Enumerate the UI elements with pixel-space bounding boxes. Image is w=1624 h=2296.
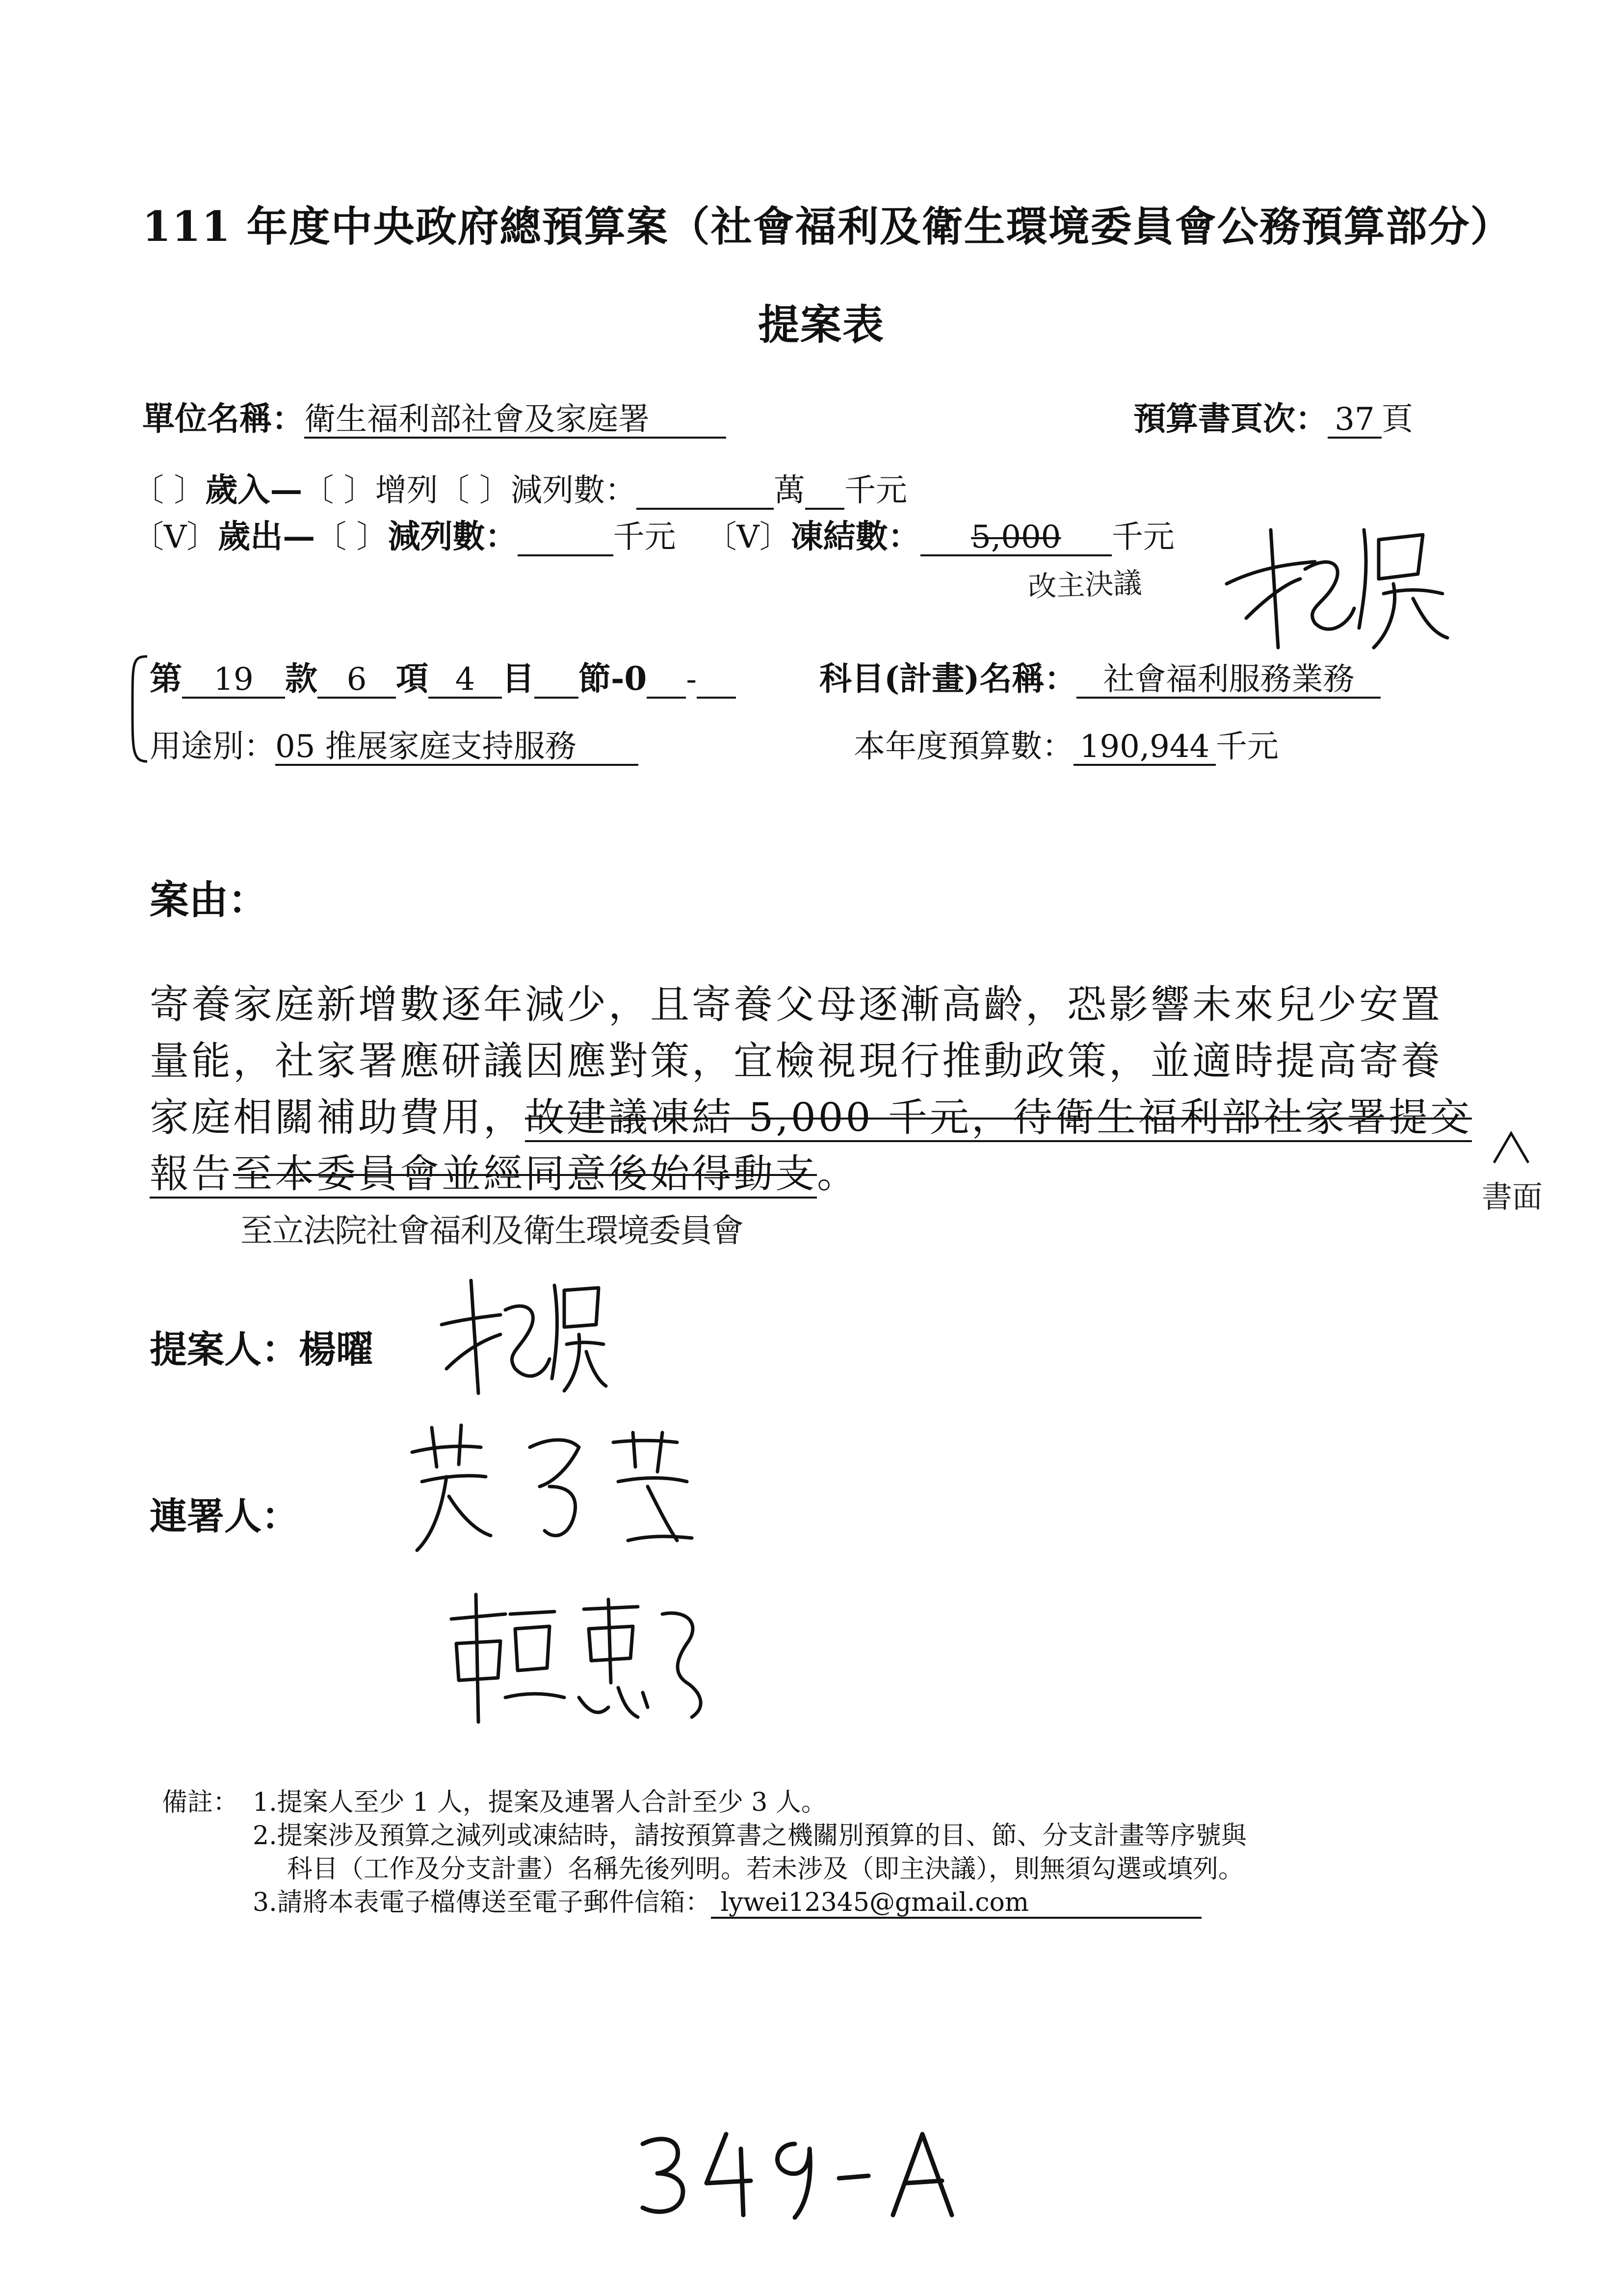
revenue-decrease-label: 減列數：: [511, 472, 637, 509]
signature-cosigner-2: [442, 1585, 716, 1732]
page-ref-row: [1133, 392, 1413, 439]
expense-freeze-value[interactable]: 5,000: [920, 520, 1112, 556]
use-value: 05 推展家庭支持服務: [275, 730, 638, 766]
budget-amount-row: [854, 721, 1279, 766]
budget-amount-label: 本年度預算數：: [854, 729, 1074, 765]
budget-item-prefix: 第: [150, 659, 182, 698]
budget-jie-field[interactable]: [534, 662, 578, 699]
budget-xiang-label: 項: [396, 659, 428, 698]
signature-yang-top: [1217, 510, 1452, 657]
subject-label: 科目(計畫)名稱：: [819, 659, 1077, 698]
reason-line-4-struck: 至本委員會並經同意後始得動支: [233, 1151, 817, 1199]
page-mark-text: [633, 2124, 648, 2130]
note-1: 1.提案人至少 1 人，提案及連署人合計至少 3 人。: [253, 1788, 827, 1817]
subject-value: 社會福利服務業務: [1076, 662, 1381, 699]
use-label: 用途別：: [150, 729, 275, 765]
expense-line: [132, 510, 1175, 557]
budget-kuan-value[interactable]: 19: [182, 662, 285, 699]
expense-decrease-checkbox[interactable]: 〔 〕: [315, 519, 388, 555]
budget-jie-label: 節-0: [578, 659, 647, 698]
budget-mu-label: 目: [502, 659, 534, 698]
expense-decrease-field[interactable]: [518, 520, 613, 556]
expense-decrease-unit: 千元: [613, 519, 676, 555]
budget-item-row: [150, 652, 736, 699]
signature-yang-proposer: [432, 1271, 608, 1398]
page-ref-label: 預算書頁次：: [1133, 399, 1328, 438]
reason-line-4: [150, 1146, 859, 1202]
budget-mu-value[interactable]: 4: [428, 662, 502, 699]
note-3-label: 3.請將本表電子檔傳送至電子郵件信箱：: [253, 1888, 711, 1917]
reason-line-4-report: 報告: [150, 1151, 233, 1199]
revenue-increase-label: 增列: [375, 472, 438, 509]
revenue-line: [132, 464, 907, 510]
budget-amount-unit: 千元: [1216, 729, 1279, 765]
revenue-label: 歲入—: [205, 470, 303, 509]
expense-label: 歲出—: [218, 517, 315, 555]
reason-line-4-end: 。: [817, 1151, 859, 1197]
page-mark-handwritten: [633, 2124, 976, 2222]
page-ref-value: 37: [1328, 402, 1382, 439]
notes-label: 備註：: [162, 1788, 239, 1817]
unit-row: [142, 392, 726, 439]
note-3: [253, 1886, 1202, 1919]
cosigner-label: 連署人：: [150, 1494, 299, 1538]
reason-heading: 案由：: [150, 877, 267, 923]
unit-label: 單位名稱：: [142, 399, 304, 438]
expense-freeze-unit: 千元: [1111, 519, 1175, 555]
budget-xiang-value[interactable]: 6: [317, 662, 396, 699]
revenue-wan-field[interactable]: [636, 473, 774, 510]
reason-line-1: 寄養家庭新增數逐年減少，且寄養父母逐漸高齡，恐影響未來兒少安置: [150, 982, 1442, 1027]
signature-cosigner-1: [402, 1413, 707, 1560]
reason-line-3: [150, 1089, 1472, 1146]
subject-row: [819, 652, 1381, 699]
revenue-decrease-checkbox[interactable]: 〔 〕: [438, 472, 511, 509]
reason-line-3-struck: 故建議凍結 5,000 千元，待衛生福利部社家署提交: [525, 1095, 1472, 1142]
document-title: 111 年度中央政府總預算案（社會福利及衛生環境委員會公務預算部分）: [142, 202, 1513, 251]
expense-decrease-label: 減列數：: [388, 517, 518, 555]
handwritten-insert-written: 書面: [1482, 1179, 1543, 1215]
reason-line-3-plain: 家庭相關補助費用，: [150, 1095, 525, 1140]
revenue-increase-checkbox[interactable]: 〔 〕: [302, 472, 375, 509]
note-2a: 2.提案涉及預算之減列或凍結時，請按預算書之機關別預算的目、節、分支計畫等序號與: [253, 1821, 1247, 1851]
budget-item-bracket: [123, 652, 152, 765]
handwritten-replacement: 至立法院社會福利及衛生環境委員會: [240, 1212, 743, 1250]
proposer-name: 楊曜: [299, 1328, 373, 1371]
expense-freeze-label: 凍結數：: [790, 517, 920, 555]
proposer-row: [150, 1320, 373, 1373]
use-row: [150, 721, 638, 766]
unit-value: 衛生福利部社會及家庭署: [304, 402, 726, 439]
revenue-thousand-field[interactable]: [805, 473, 844, 510]
budget-amount-value: 190,944: [1074, 730, 1216, 766]
budget-jie-sub2-field[interactable]: [697, 662, 736, 699]
budget-kuan-label: 款: [285, 659, 317, 698]
expense-freeze-checkbox[interactable]: 〔V〕: [705, 519, 791, 555]
reason-line-2: 量能，社家署應研議因應對策，宜檢視現行推動政策，並適時提高寄養: [150, 1038, 1442, 1084]
insertion-caret: [1492, 1128, 1531, 1168]
revenue-thousand-unit: 千元: [844, 472, 908, 509]
handwritten-note-main-resolution: 改主決議: [1027, 566, 1143, 604]
note-3-email[interactable]: lywei12345@gmail.com: [711, 1889, 1202, 1919]
document-subtitle: 提案表: [758, 300, 885, 349]
revenue-checkbox[interactable]: 〔 〕: [132, 472, 206, 509]
expense-checkbox[interactable]: 〔V〕: [132, 519, 218, 555]
page-ref-suffix: 頁: [1382, 401, 1413, 438]
budget-dash: -: [686, 661, 697, 698]
proposer-label: 提案人：: [150, 1328, 299, 1371]
budget-jie-sub-field[interactable]: [647, 662, 686, 699]
revenue-wan-unit: 萬: [774, 472, 806, 509]
note-2b: 科目（工作及分支計畫）名稱先後列明。若未涉及（即主決議），則無須勾選或填列。: [287, 1854, 1244, 1884]
